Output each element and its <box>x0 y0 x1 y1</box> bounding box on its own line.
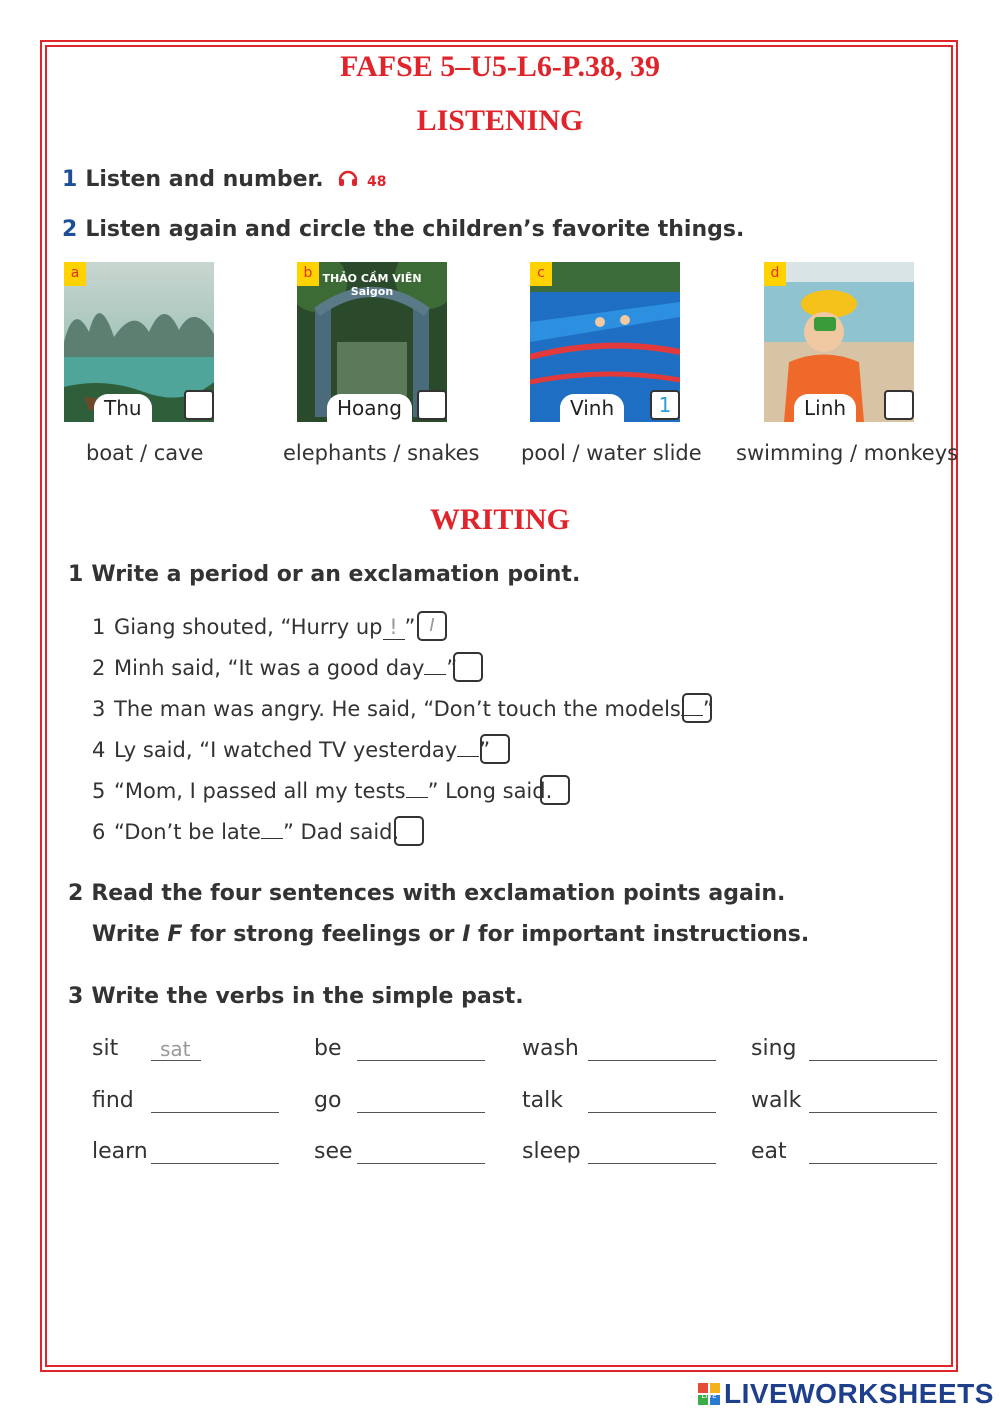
writing-exercise-1 <box>68 562 580 587</box>
verb-sleep: sleep <box>522 1139 581 1164</box>
child-name-label: Linh <box>794 394 856 422</box>
listening-exercise-1 <box>62 166 386 194</box>
headphones-icon <box>337 166 359 194</box>
sentence-1 <box>92 615 415 640</box>
verb-talk: talk <box>522 1088 563 1113</box>
verb-see: see <box>314 1139 353 1164</box>
child-name-label: Hoang <box>327 394 412 422</box>
punctuation-blank[interactable]: ! <box>383 615 405 640</box>
sentence-number: 2 <box>92 656 106 680</box>
answer-line <box>357 1163 485 1164</box>
sentence-number: 3 <box>92 697 106 721</box>
instruction-part: for important instructions. <box>470 922 810 947</box>
answer-line <box>809 1112 937 1113</box>
picture-letter: c <box>530 262 552 286</box>
exercise-number: 2 <box>62 217 78 242</box>
letter-f: F <box>167 922 183 947</box>
verb-find: find <box>92 1088 134 1113</box>
sentence-text: Minh said, “It was a good day <box>114 656 425 680</box>
sentence-5 <box>92 779 552 803</box>
exercise-instruction-line-1: Read the four sentences with exclamation points again. <box>91 881 786 906</box>
answer-line <box>151 1163 279 1164</box>
listening-heading: LISTENING <box>416 104 584 137</box>
sentence-number: 4 <box>92 738 106 762</box>
verb-answer-sit[interactable]: sat <box>160 1037 191 1061</box>
answer-box-4[interactable] <box>480 734 510 764</box>
verb-go: go <box>314 1088 342 1113</box>
picture-d-beach <box>764 262 914 422</box>
sentence-end: ” <box>702 697 714 721</box>
sentence-end: ” Long said. <box>427 779 553 803</box>
writing-exercise-2 <box>68 881 785 906</box>
exercise-instruction: Write the verbs in the simple past. <box>91 984 524 1009</box>
picture-letter: d <box>764 262 786 286</box>
letter-i: I <box>462 922 471 947</box>
verb-sing: sing <box>751 1036 797 1061</box>
picture-c-pool <box>530 262 680 422</box>
answer-box-5[interactable] <box>540 775 570 805</box>
writing-exercise-3 <box>68 984 524 1009</box>
picture-a-bay <box>64 262 214 422</box>
sentence-number: 6 <box>92 820 106 844</box>
picture-letter: b <box>297 262 319 286</box>
writing-exercise-2-line-2 <box>92 922 809 947</box>
exercise-number: 1 <box>62 167 78 192</box>
sentence-number: 5 <box>92 779 106 803</box>
sentence-text: Giang shouted, “Hurry up <box>114 615 383 639</box>
sentence-end: ” <box>446 656 458 680</box>
sentence-end: ” Dad said. <box>282 820 400 844</box>
exercise-number: 1 <box>68 562 84 587</box>
answer-box-2[interactable] <box>453 652 483 682</box>
sentence-6 <box>92 820 399 844</box>
verb-walk: walk <box>751 1088 802 1113</box>
answer-line <box>809 1163 937 1164</box>
answer-line <box>151 1112 279 1113</box>
number-answer-box[interactable] <box>417 390 447 420</box>
sentence-text: “Mom, I passed all my tests <box>114 779 406 803</box>
sentence-text: “Don’t be late <box>114 820 261 844</box>
exercise-number: 2 <box>68 881 84 906</box>
punctuation-blank[interactable] <box>457 756 479 757</box>
answer-box-6[interactable] <box>394 816 424 846</box>
sentence-2 <box>92 656 457 680</box>
picture-c-caption[interactable]: pool / water slide <box>521 441 702 465</box>
punctuation-blank[interactable] <box>424 674 446 675</box>
verb-eat: eat <box>751 1139 787 1164</box>
verb-sit: sit <box>92 1036 119 1061</box>
picture-letter: a <box>64 262 86 286</box>
liveworksheets-logo <box>698 1383 720 1405</box>
answer-line <box>357 1112 485 1113</box>
number-answer-box[interactable]: 1 <box>650 390 680 420</box>
verb-wash: wash <box>522 1036 579 1061</box>
answer-box-3[interactable] <box>682 693 712 723</box>
sentence-4 <box>92 738 490 762</box>
instruction-part: Write <box>92 922 168 947</box>
answer-line <box>588 1060 716 1061</box>
picture-d-caption[interactable]: swimming / monkeys <box>736 441 959 465</box>
exercise-number: 3 <box>68 984 84 1009</box>
logo-text: LIVE <box>701 1392 717 1400</box>
writing-heading: WRITING <box>429 503 571 536</box>
answer-line <box>357 1060 485 1061</box>
verb-learn: learn <box>92 1139 148 1164</box>
sentence-text: Ly said, “I watched TV yesterday <box>114 738 458 762</box>
picture-a-caption[interactable]: boat / cave <box>86 441 204 465</box>
sentence-text: The man was angry. He said, “Don’t touch the models <box>114 697 681 721</box>
child-name-label: Thu <box>94 394 152 422</box>
punctuation-blank[interactable] <box>261 838 283 839</box>
picture-b-zoo <box>297 262 447 422</box>
listening-exercise-2 <box>62 217 744 242</box>
sentence-number: 1 <box>92 615 106 639</box>
zoo-sign-text: THẢO CẦM VIÊN Saigon <box>322 272 422 298</box>
exercise-instruction: Write a period or an exclamation point. <box>91 562 581 587</box>
child-name-label: Vinh <box>560 394 624 422</box>
instruction-part: for strong feelings or <box>182 922 463 947</box>
audio-track-number: 48 <box>366 174 387 190</box>
page-title: FAFSE 5–U5-L6-P.38, 39 <box>339 50 660 83</box>
number-answer-box[interactable] <box>884 390 914 420</box>
verb-be: be <box>314 1036 342 1061</box>
exercise-instruction: Listen and number. <box>85 167 324 192</box>
picture-b-caption[interactable]: elephants / snakes <box>283 441 480 465</box>
answer-line <box>809 1060 937 1061</box>
answer-line <box>588 1112 716 1113</box>
answer-box-1[interactable]: I <box>417 611 447 641</box>
sentence-end: ” <box>404 615 416 639</box>
answer-line <box>588 1163 716 1164</box>
sentence-end: ” <box>479 738 491 762</box>
sentence-3 <box>92 697 714 721</box>
exercise-instruction: Listen again and circle the children’s favorite things. <box>85 217 745 242</box>
number-answer-box[interactable] <box>184 390 214 420</box>
brand-name: LIVEWORKSHEETS <box>724 1378 994 1409</box>
punctuation-blank[interactable] <box>406 797 428 798</box>
